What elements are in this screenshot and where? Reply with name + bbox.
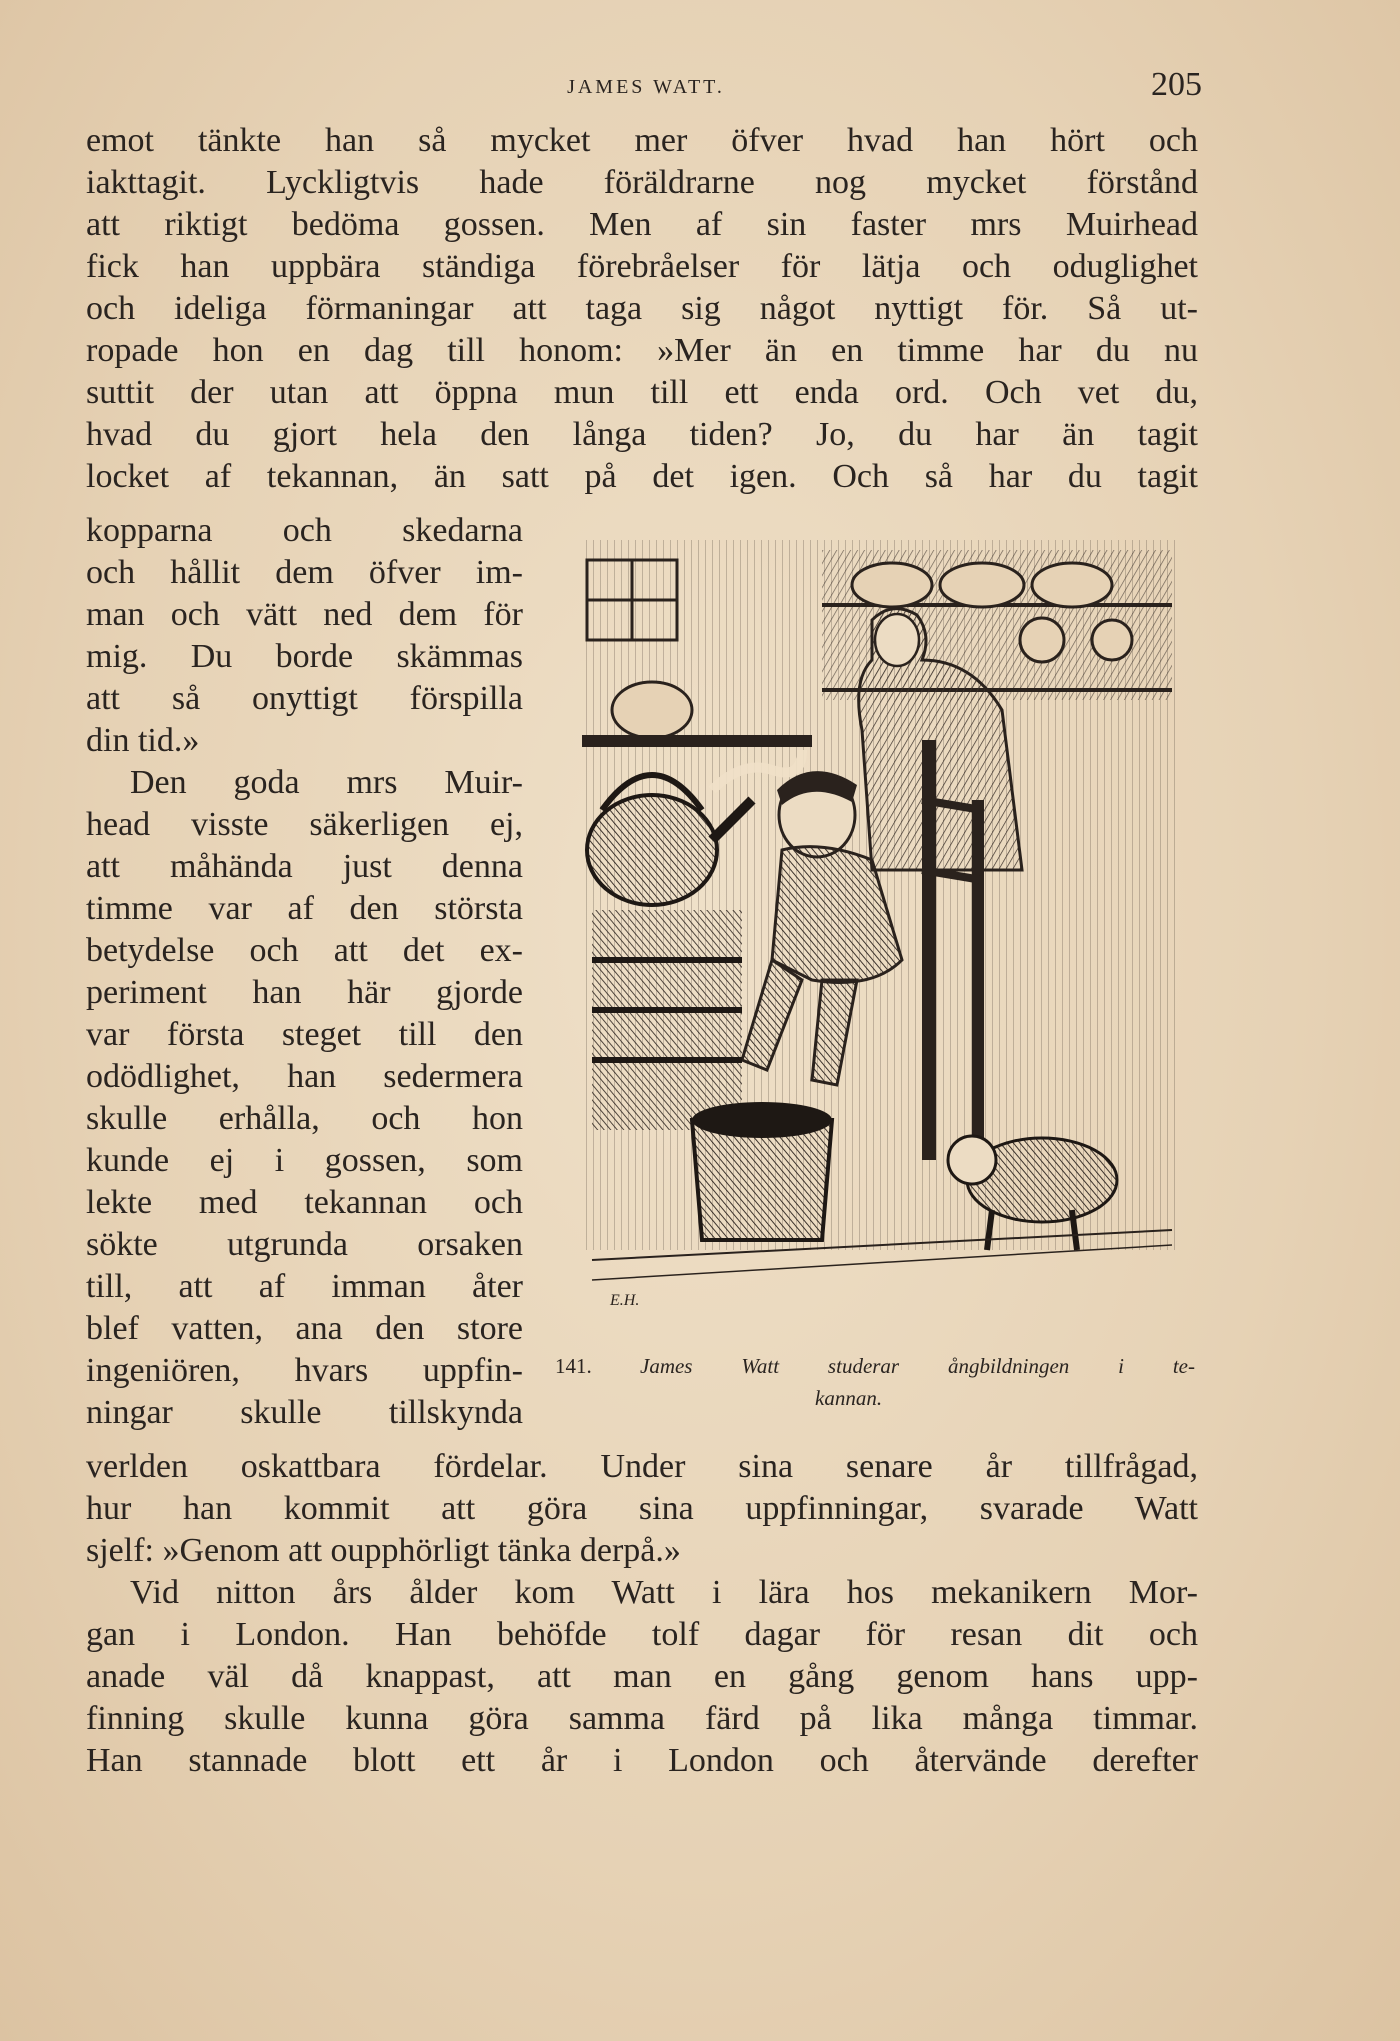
figure-caption-line: kannan. [815,1386,883,1410]
text-line: head visste säkerligen ej, [86,806,523,843]
text-line: sökte utgrunda orsaken [86,1226,523,1263]
text-line: skulle erhålla, och hon [86,1100,523,1137]
text-line: och hållit dem öfver im- [86,554,523,591]
text-line: gan i London. Han behöfde tolf dagar för resan dit och [86,1616,1198,1653]
text-line: Den goda mrs Muir- [130,764,523,801]
text-line: locket af tekannan, än satt på det igen. Och så har du tagit [86,458,1198,495]
text-line: fick han uppbära ständiga förebråelser för lätja och oduglighet [86,248,1198,285]
text-line: Vid nitton års ålder kom Watt i lära hos mekanikern Mor- [130,1574,1198,1611]
text-line: verlden oskattbara fördelar. Under sina senare år tillfrågad, [86,1448,1198,1485]
text-line: att riktigt bedöma gossen. Men af sin faster mrs Muirhead [86,206,1198,243]
text-line: att så onyttigt förspilla [86,680,523,717]
text-line: suttit der utan att öppna mun till ett enda ord. Och vet du, [86,374,1198,411]
text-line: anade väl då knappast, att man en gång genom hans upp- [86,1658,1198,1695]
text-line: ingeniören, hvars uppfin- [86,1352,523,1389]
page-number: 205 [1151,66,1202,103]
text-line: och ideliga förmaningar att taga sig något nyttigt för. Så ut- [86,290,1198,327]
text-line: lekte med tekannan och [86,1184,523,1221]
text-line: hvad du gjort hela den långa tiden? Jo, du har än tagit [86,416,1198,453]
text-line: att måhända just denna [86,848,523,885]
figure-number: 141. [555,1354,592,1378]
text-line: betydelse och att det ex- [86,932,523,969]
text-line: till, att af imman åter [86,1268,523,1305]
running-head [86,66,1206,112]
figure-caption-line: James Watt studerar ångbildningen i te- [640,1354,1195,1378]
text-line: sjelf: »Genom att oupphörligt tänka derpå.» [86,1532,681,1569]
text-line: odödlighet, han sedermera [86,1058,523,1095]
illustration [572,540,1182,1310]
engraving-svg [572,540,1182,1310]
text-line: timme var af den största [86,890,523,927]
text-line: din tid.» [86,722,200,759]
text-line: periment han här gjorde [86,974,523,1011]
text-line: hur han kommit att göra sina uppfinningar, svarade Watt [86,1490,1198,1527]
text-line: iakttagit. Lyckligtvis hade föräldrarne nog mycket förstånd [86,164,1198,201]
text-line: Han stannade blott ett år i London och återvände derefter [86,1742,1198,1779]
text-line: blef vatten, ana den store [86,1310,523,1347]
text-line: finning skulle kunna göra samma färd på lika många timmar. [86,1700,1198,1737]
text-line: ropade hon en dag till honom: »Mer än en timme har du nu [86,332,1198,369]
text-line: var första steget till den [86,1016,523,1053]
text-line: kunde ej i gossen, som [86,1142,523,1179]
running-title: JAMES WATT. [567,76,725,98]
text-line: man och vätt ned dem för [86,596,523,633]
text-line: emot tänkte han så mycket mer öfver hvad han hört och [86,122,1198,159]
text-line: ningar skulle tillskynda [86,1394,523,1431]
text-line: kopparna och skedarna [86,512,523,549]
engraver-signature: E.H. [610,1292,640,1309]
text-line: mig. Du borde skämmas [86,638,523,675]
